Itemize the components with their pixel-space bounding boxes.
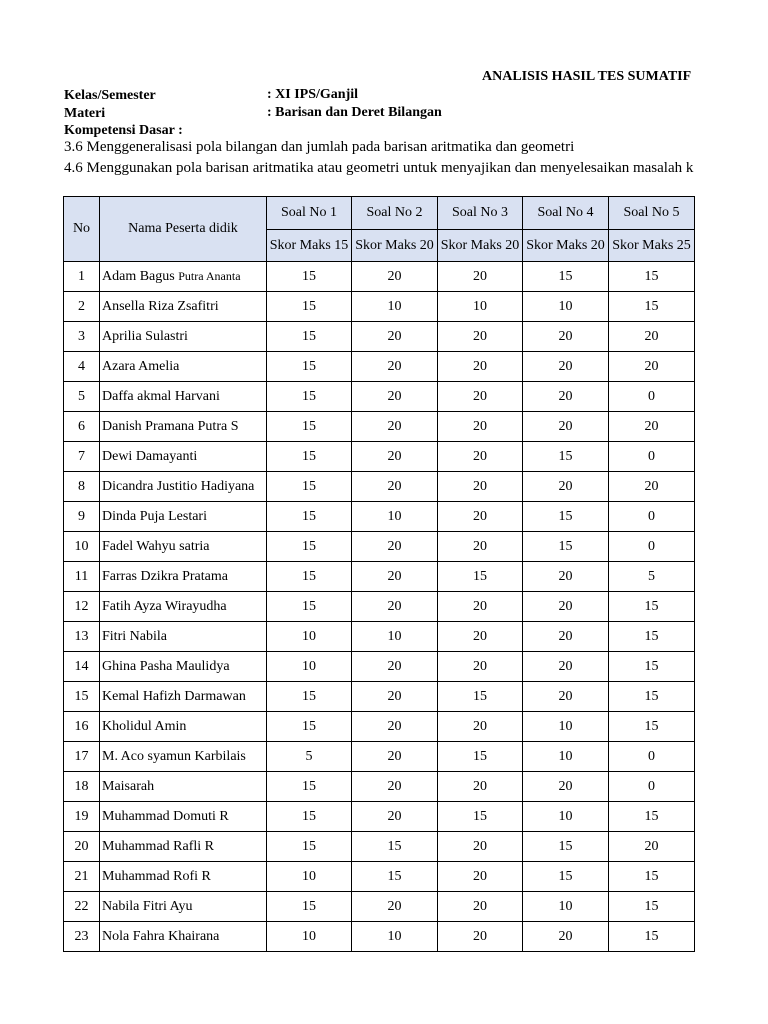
header-name: Nama Peserta didik — [100, 197, 267, 262]
score-cell: 0 — [609, 382, 695, 412]
score-cell: 5 — [609, 562, 695, 592]
kelas-value: : XI IPS/Ganjil — [267, 87, 359, 102]
score-cell: 20 — [352, 472, 438, 502]
table-row — [64, 682, 695, 712]
student-name — [100, 472, 267, 502]
score-cell: 20 — [523, 382, 609, 412]
score-cell: 15 — [609, 892, 695, 922]
table-row — [64, 562, 695, 592]
header-no: No — [64, 197, 100, 262]
score-cell: 15 — [523, 832, 609, 862]
score-cell: 20 — [438, 862, 523, 892]
score-cell: 15 — [609, 802, 695, 832]
score-cell: 15 — [438, 682, 523, 712]
row-number: 20 — [64, 832, 100, 862]
score-cell: 15 — [267, 892, 352, 922]
row-number: 21 — [64, 862, 100, 892]
table-row — [64, 472, 695, 502]
score-cell: 15 — [267, 472, 352, 502]
score-cell: 20 — [352, 562, 438, 592]
table-row — [64, 802, 695, 832]
score-cell: 20 — [438, 892, 523, 922]
score-cell: 20 — [609, 412, 695, 442]
table-row — [64, 292, 695, 322]
student-name — [100, 832, 267, 862]
row-number: 5 — [64, 382, 100, 412]
student-name — [100, 502, 267, 532]
header-max-score: Skor Maks 20 — [523, 230, 609, 262]
score-cell: 20 — [609, 472, 695, 502]
header-question: Soal No 4 — [523, 197, 609, 230]
score-cell: 15 — [609, 262, 695, 292]
score-cell: 20 — [523, 412, 609, 442]
score-cell: 20 — [352, 382, 438, 412]
score-cell: 15 — [267, 802, 352, 832]
student-name-text: Muhammad Domuti R — [102, 808, 229, 824]
student-name-suffix: Putra Ananta — [178, 268, 241, 283]
score-cell: 10 — [352, 292, 438, 322]
student-name-text: Nola Fahra Khairana — [102, 928, 220, 944]
score-cell: 15 — [609, 712, 695, 742]
row-number: 22 — [64, 892, 100, 922]
table-row — [64, 262, 695, 292]
row-number: 14 — [64, 652, 100, 682]
score-cell: 20 — [523, 592, 609, 622]
score-cell: 15 — [267, 382, 352, 412]
table-row — [64, 502, 695, 532]
score-cell: 20 — [523, 352, 609, 382]
score-cell: 15 — [438, 562, 523, 592]
score-cell: 15 — [267, 682, 352, 712]
student-name-text: M. Aco syamun Karbilais — [102, 748, 246, 764]
score-cell: 20 — [352, 742, 438, 772]
row-number: 6 — [64, 412, 100, 442]
student-name — [100, 892, 267, 922]
score-cell: 10 — [352, 622, 438, 652]
table-row — [64, 352, 695, 382]
student-name-text: Dewi Damayanti — [102, 448, 198, 464]
row-number: 1 — [64, 262, 100, 292]
student-name-text: Dicandra Justitio Hadiyana — [102, 478, 255, 494]
score-cell: 15 — [609, 622, 695, 652]
score-cell: 15 — [438, 802, 523, 832]
score-cell: 15 — [609, 652, 695, 682]
table-row — [64, 652, 695, 682]
score-cell: 20 — [438, 262, 523, 292]
table-row — [64, 712, 695, 742]
score-cell: 20 — [352, 322, 438, 352]
student-name-text: Ghina Pasha Maulidya — [102, 658, 230, 674]
table-row — [64, 772, 695, 802]
student-name-text: Maisarah — [102, 778, 155, 794]
header-question: Soal No 5 — [609, 197, 695, 230]
student-name — [100, 412, 267, 442]
score-cell: 20 — [352, 442, 438, 472]
score-cell: 20 — [352, 772, 438, 802]
student-name-text: Ansella Riza Zsafitri — [102, 298, 219, 314]
student-name — [100, 652, 267, 682]
score-cell: 20 — [523, 322, 609, 352]
student-name — [100, 352, 267, 382]
score-cell: 15 — [352, 862, 438, 892]
score-cell: 20 — [609, 352, 695, 382]
score-cell: 15 — [267, 412, 352, 442]
score-cell: 0 — [609, 532, 695, 562]
student-name — [100, 532, 267, 562]
score-cell: 15 — [609, 682, 695, 712]
score-cell: 10 — [523, 292, 609, 322]
score-cell: 10 — [438, 292, 523, 322]
score-cell: 15 — [267, 352, 352, 382]
table-header — [64, 197, 695, 262]
score-cell: 10 — [267, 922, 352, 952]
header-max-score: Skor Maks 20 — [438, 230, 523, 262]
row-number: 18 — [64, 772, 100, 802]
student-name-text: Kholidul Amin — [102, 718, 187, 734]
score-cell: 20 — [438, 382, 523, 412]
student-name-text: Fatih Ayza Wirayudha — [102, 598, 227, 614]
row-number: 19 — [64, 802, 100, 832]
student-name — [100, 712, 267, 742]
row-number: 2 — [64, 292, 100, 322]
score-cell: 15 — [523, 502, 609, 532]
row-number: 9 — [64, 502, 100, 532]
table-row — [64, 592, 695, 622]
score-cell: 15 — [267, 502, 352, 532]
row-number: 3 — [64, 322, 100, 352]
student-name-text: Fitri Nabila — [102, 628, 167, 644]
row-number: 12 — [64, 592, 100, 622]
score-cell: 20 — [438, 352, 523, 382]
score-cell: 20 — [438, 622, 523, 652]
score-table — [63, 196, 695, 952]
table-row — [64, 412, 695, 442]
score-cell: 20 — [438, 592, 523, 622]
score-cell: 0 — [609, 742, 695, 772]
score-cell: 10 — [523, 712, 609, 742]
score-cell: 15 — [523, 262, 609, 292]
document-title: ANALISIS HASIL TES SUMATIF — [482, 69, 692, 84]
score-cell: 15 — [352, 832, 438, 862]
kd-item-4-6: 4.6 Menggunakan pola barisan aritmatika atau geometri untuk menyajikan dan menyelesaikan masalah k — [64, 160, 694, 176]
score-cell: 15 — [267, 322, 352, 352]
score-cell: 15 — [267, 712, 352, 742]
materi-value: : Barisan dan Deret Bilangan — [267, 105, 442, 120]
score-cell: 0 — [609, 772, 695, 802]
score-cell: 15 — [267, 292, 352, 322]
score-cell: 20 — [523, 472, 609, 502]
table-row — [64, 922, 695, 952]
score-cell: 15 — [267, 592, 352, 622]
score-cell: 10 — [267, 622, 352, 652]
kelas-label: Kelas/Semester — [64, 88, 156, 103]
score-cell: 20 — [352, 712, 438, 742]
score-cell: 20 — [523, 652, 609, 682]
score-cell: 10 — [523, 742, 609, 772]
row-number: 15 — [64, 682, 100, 712]
row-number: 11 — [64, 562, 100, 592]
table-row — [64, 382, 695, 412]
score-cell: 20 — [438, 532, 523, 562]
score-cell: 20 — [438, 322, 523, 352]
score-cell: 15 — [523, 532, 609, 562]
table-row — [64, 532, 695, 562]
student-name — [100, 742, 267, 772]
score-cell: 0 — [609, 502, 695, 532]
score-cell: 20 — [523, 682, 609, 712]
table-row — [64, 442, 695, 472]
score-cell: 20 — [438, 442, 523, 472]
student-name-text: Fadel Wahyu satria — [102, 538, 210, 554]
score-cell: 20 — [352, 352, 438, 382]
score-cell: 15 — [609, 592, 695, 622]
score-cell: 20 — [352, 532, 438, 562]
score-cell: 20 — [523, 772, 609, 802]
score-cell: 15 — [609, 922, 695, 952]
table-body — [64, 262, 695, 952]
score-cell: 20 — [609, 832, 695, 862]
table-row — [64, 832, 695, 862]
score-cell: 10 — [523, 892, 609, 922]
score-cell: 20 — [352, 412, 438, 442]
score-cell: 10 — [523, 802, 609, 832]
score-cell: 10 — [352, 502, 438, 532]
row-number: 10 — [64, 532, 100, 562]
score-cell: 15 — [267, 772, 352, 802]
score-cell: 20 — [438, 472, 523, 502]
student-name-text: Farras Dzikra Pratama — [102, 568, 228, 584]
student-name — [100, 682, 267, 712]
student-name — [100, 322, 267, 352]
table-row — [64, 892, 695, 922]
student-name-text: Danish Pramana Putra S — [102, 418, 239, 434]
student-name — [100, 262, 267, 292]
materi-label: Materi — [64, 106, 106, 121]
score-cell: 5 — [267, 742, 352, 772]
table-row — [64, 742, 695, 772]
header-max-score: Skor Maks 20 — [352, 230, 438, 262]
score-cell: 20 — [523, 562, 609, 592]
student-name — [100, 772, 267, 802]
score-cell: 10 — [267, 862, 352, 892]
row-number: 8 — [64, 472, 100, 502]
score-cell: 20 — [609, 322, 695, 352]
score-cell: 20 — [438, 832, 523, 862]
student-name — [100, 862, 267, 892]
score-cell: 15 — [267, 262, 352, 292]
score-cell: 20 — [523, 622, 609, 652]
table-row — [64, 322, 695, 352]
score-cell: 15 — [267, 562, 352, 592]
score-cell: 0 — [609, 442, 695, 472]
student-name-text: Dinda Puja Lestari — [102, 508, 207, 524]
student-name — [100, 562, 267, 592]
score-cell: 20 — [438, 412, 523, 442]
score-cell: 20 — [438, 772, 523, 802]
student-name-text: Azara Amelia — [102, 358, 180, 374]
table-row — [64, 622, 695, 652]
score-cell: 20 — [438, 652, 523, 682]
score-cell: 15 — [609, 862, 695, 892]
row-number: 13 — [64, 622, 100, 652]
student-name — [100, 382, 267, 412]
score-cell: 20 — [352, 262, 438, 292]
row-number: 17 — [64, 742, 100, 772]
student-name-text: Kemal Hafizh Darmawan — [102, 688, 246, 704]
score-cell: 20 — [352, 802, 438, 832]
score-cell: 15 — [267, 532, 352, 562]
score-cell: 15 — [609, 292, 695, 322]
score-cell: 20 — [352, 652, 438, 682]
row-number: 7 — [64, 442, 100, 472]
student-name-text: Muhammad Rofi R — [102, 868, 211, 884]
student-name-text: Muhammad Rafli R — [102, 838, 214, 854]
score-cell: 15 — [267, 832, 352, 862]
kompetensi-label: Kompetensi Dasar : — [64, 123, 183, 138]
score-cell: 15 — [267, 442, 352, 472]
score-cell: 15 — [438, 742, 523, 772]
header-question: Soal No 2 — [352, 197, 438, 230]
student-name-text: Nabila Fitri Ayu — [102, 898, 193, 914]
score-cell: 20 — [523, 922, 609, 952]
score-cell: 20 — [438, 712, 523, 742]
score-cell: 20 — [352, 682, 438, 712]
score-cell: 10 — [352, 922, 438, 952]
header-question: Soal No 1 — [267, 197, 352, 230]
table-row — [64, 862, 695, 892]
row-number: 4 — [64, 352, 100, 382]
row-number: 23 — [64, 922, 100, 952]
score-cell: 20 — [438, 922, 523, 952]
student-name — [100, 592, 267, 622]
score-cell: 10 — [267, 652, 352, 682]
student-name-text: Daffa akmal Harvani — [102, 388, 220, 404]
row-number: 16 — [64, 712, 100, 742]
student-name — [100, 292, 267, 322]
score-cell: 20 — [438, 502, 523, 532]
score-cell: 15 — [523, 862, 609, 892]
score-cell: 15 — [523, 442, 609, 472]
student-name — [100, 922, 267, 952]
score-cell: 20 — [352, 892, 438, 922]
header-max-score: Skor Maks 15 — [267, 230, 352, 262]
student-name-text: Adam Bagus — [102, 268, 175, 284]
header-max-score: Skor Maks 25 — [609, 230, 695, 262]
student-name — [100, 442, 267, 472]
header-question: Soal No 3 — [438, 197, 523, 230]
student-name — [100, 622, 267, 652]
student-name-text: Aprilia Sulastri — [102, 328, 188, 344]
score-cell: 20 — [352, 592, 438, 622]
student-name — [100, 802, 267, 832]
kd-item-3-6: 3.6 Menggeneralisasi pola bilangan dan jumlah pada barisan aritmatika dan geometri — [64, 139, 575, 155]
